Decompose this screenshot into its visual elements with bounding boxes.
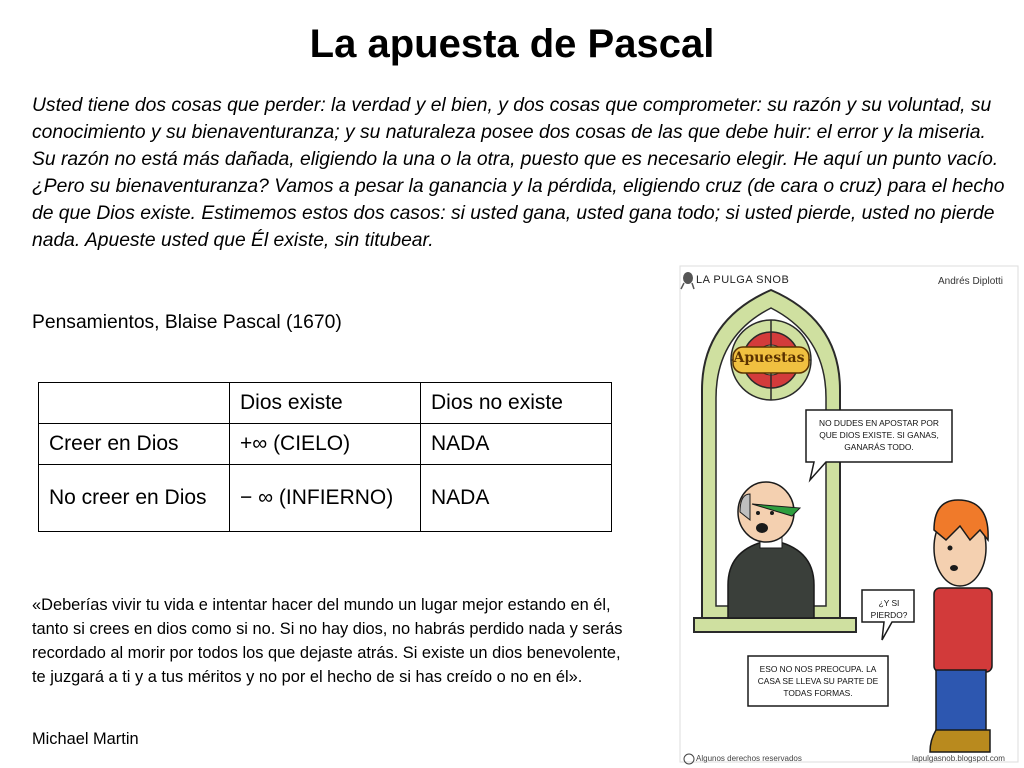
bubble-text-3: ESO NO NOS PREOCUPA. LA CASA SE LLEVA SU PARTE DE TODAS FORMAS. <box>757 664 879 698</box>
martin-author: Michael Martin <box>32 730 139 748</box>
blog-url: lapulgasnob.blogspot.com <box>912 754 1005 763</box>
table-cell: Creer en Dios <box>39 424 230 465</box>
table-cell: No creer en Dios <box>39 465 230 532</box>
table-cell: NADA <box>421 424 612 465</box>
table-header-row <box>39 383 612 424</box>
table-cell: NADA <box>421 465 612 532</box>
table-row <box>39 465 612 532</box>
rights-note: Algunos derechos reservados <box>696 754 802 763</box>
comic-brand: LA PULGA SNOB <box>696 274 790 286</box>
table-cell: +∞ (CIELO) <box>230 424 421 465</box>
table-cell: Dios existe <box>230 383 421 424</box>
page-title: La apuesta de Pascal <box>309 22 715 66</box>
bubble-text-2: ¿Y SI PIERDO? <box>870 598 908 620</box>
man-figure <box>930 500 992 752</box>
table-row <box>39 424 612 465</box>
table-cell <box>39 383 230 424</box>
window-sill <box>694 618 856 632</box>
martin-quote: «Deberías vivir tu vida e intentar hacer del mundo un lugar mejor estando en él, tanto si crees en dios como si no. Si no hay dios, no habrás perdido nada y serás recordado al morir por todos los que dejaste atrás. Si existe un dios benevolente, te juzgará a ti y a tus méritos y no por el hecho de si has creído o no en él». <box>32 596 623 686</box>
pascal-quote: Usted tiene dos cosas que perder: la verdad y el bien, y dos cosas que comprometer: su razón y su voluntad, su conocimiento y su bienaventuranza; y su naturaleza posee dos cosas de las que debe huir: el error y la miseria. Su razón no está más dañada, eligiendo la una o la otra, puesto que es necesario elegir. He aquí un punto vacío. ¿Pero su bienaventuranza? Vamos a pesar la ganancia y la pérdida, eligiendo cruz (de cara o cruz) para el hecho de que Dios existe. Estimemos estos dos casos: si usted gana, usted gana todo; si usted pierde, usted no pierde nada. Apueste usted que Él existe, sin titubear. <box>32 95 1005 251</box>
comic-author: Andrés Diplotti <box>938 276 1004 287</box>
table-cell: Dios no existe <box>421 383 612 424</box>
sign-label: Apuestas <box>733 350 805 366</box>
bubble-text-1: NO DUDES EN APOSTAR POR QUE DIOS EXISTE. SI GANAS, GANARÁS TODO. <box>819 418 939 452</box>
table-cell: − ∞ (INFIERNO) <box>230 465 421 532</box>
wager-table <box>38 382 612 532</box>
quote-source: Pensamientos, Blaise Pascal (1670) <box>32 312 342 333</box>
